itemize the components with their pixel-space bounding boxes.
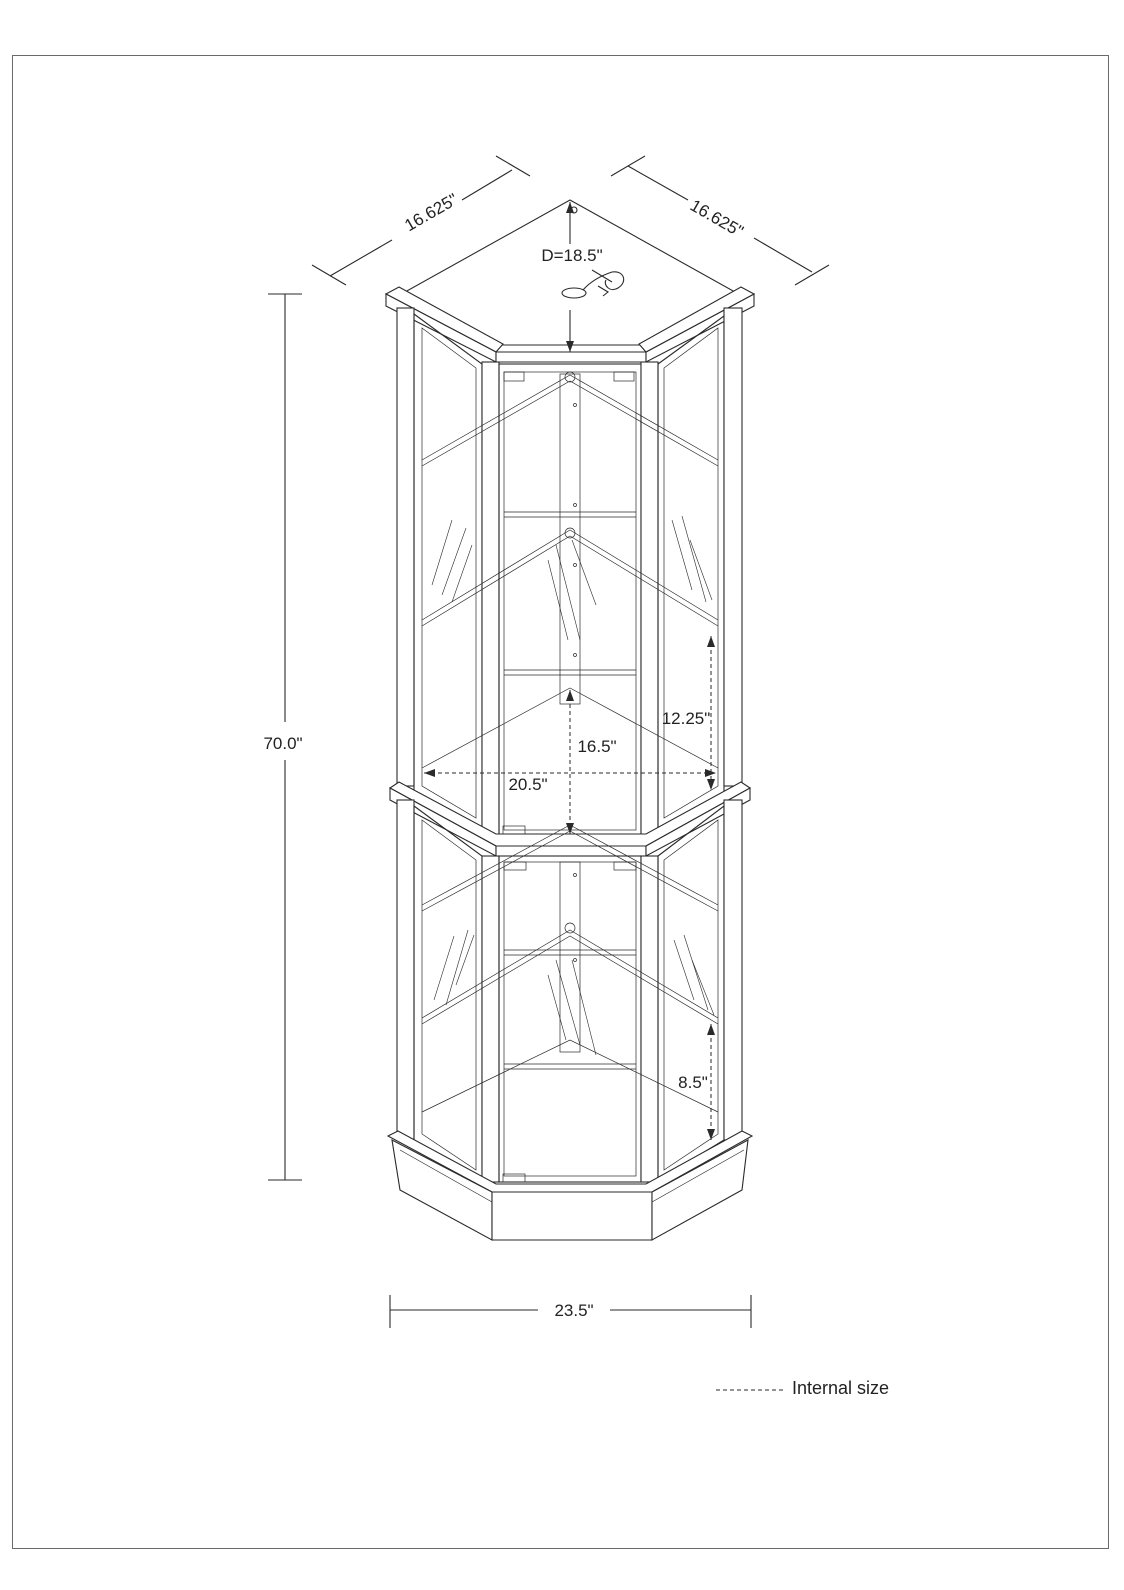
side-right-label: 16.625" (686, 195, 747, 242)
upper-shelf-spacing-label: 12.25" (661, 709, 711, 728)
height-label: 70.0" (263, 734, 303, 753)
overall-width-dimension (390, 1295, 751, 1328)
internal-dimensions (424, 636, 716, 834)
legend-label: Internal size (792, 1378, 890, 1398)
lower-shelf-spacing-label: 8.5" (678, 1073, 708, 1092)
height-dimension (263, 294, 302, 1180)
cabinet-top (386, 200, 754, 362)
side-left-label: 16.625" (401, 189, 462, 236)
internal-width-label: 20.5" (508, 775, 548, 794)
legend (716, 1378, 889, 1398)
overall-width-label: 23.5" (554, 1301, 594, 1320)
lower-section (397, 800, 742, 1182)
internal-depth-label: 16.5" (577, 737, 617, 756)
hole-diameter-label: D=18.5" (541, 246, 603, 265)
